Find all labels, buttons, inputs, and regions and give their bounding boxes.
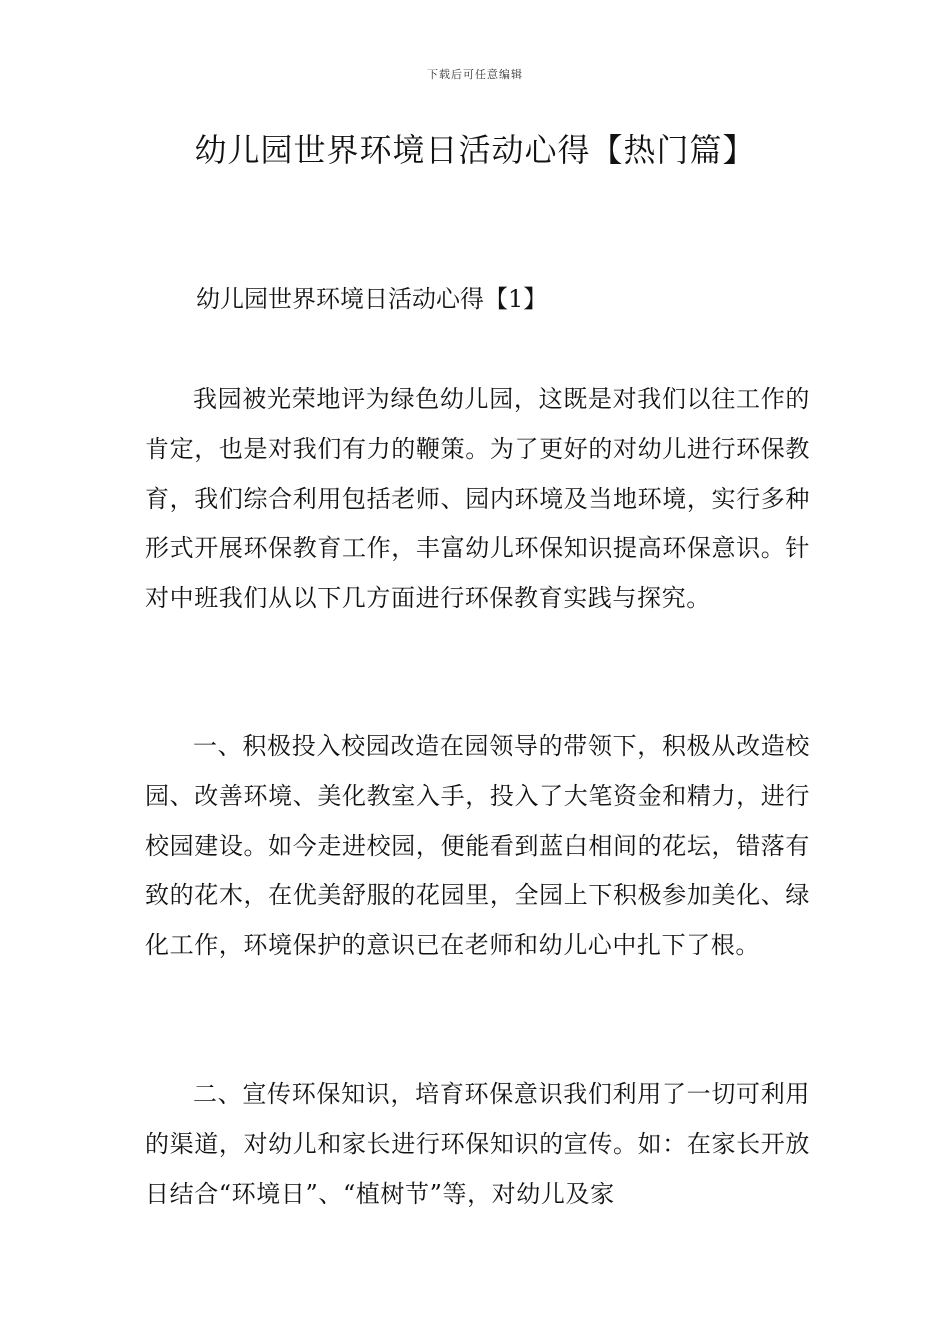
paragraph-environmental-knowledge: 二、宣传环保知识，培育环保意识我们利用了一切可利用的渠道，对幼儿和家长进行环保知识的宣传。如：在家长开放日结合“环境日”、“植树节”等，对幼儿及家 — [145, 1080, 810, 1208]
paragraph-intro: 我园被光荣地评为绿色幼儿园，这既是对我们以往工作的肯定，也是对我们有力的鞭策。为了更好的对幼儿进行环保教育，我们综合利用包括老师、园内环境及当地环境，实行多种形式开展环保教育工作，丰富幼儿环保知识提高环保意识。针对中班我们从以下几方面进行环保教育实践与探究。 — [145, 385, 810, 613]
document-title: 幼儿园世界环境日活动心得【热门篇】 — [194, 131, 756, 169]
section-heading: 幼儿园世界环境日活动心得【1】 — [196, 285, 548, 313]
paragraph-campus-renovation: 一、积极投入校园改造在园领导的带领下，积极从改造校园、改善环境、美化教室入手，投入了大笔资金和精力，进行校园建设。如今走进校园，便能看到蓝白相间的花坛，错落有致的花木，在优美舒服的花园里，全园上下积极参加美化、绿化工作，环境保护的意识已在老师和幼儿心中扎下了根。 — [145, 732, 810, 960]
header-note: 下载后可任意编辑 — [427, 68, 523, 81]
